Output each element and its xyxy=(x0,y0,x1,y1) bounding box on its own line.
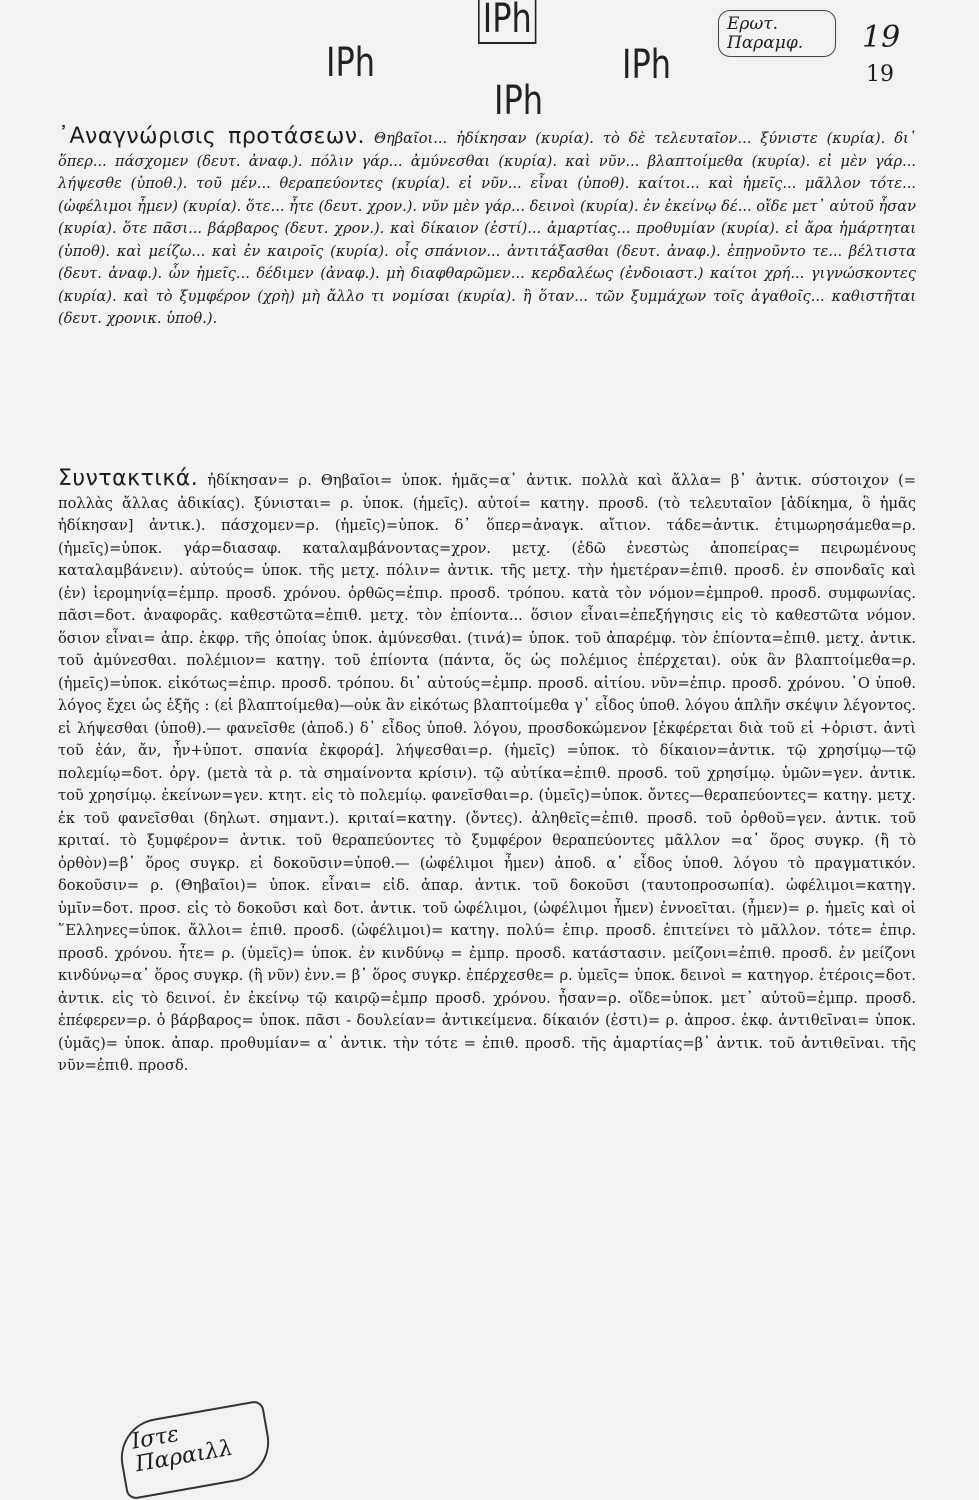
page-number-handwritten: 19 xyxy=(862,20,901,55)
stamp-mark-right: IPh xyxy=(622,42,672,88)
section-heading-recognition: ᾽Αναγνώρισις προτάσεων. xyxy=(58,124,366,149)
page-number: 19 xyxy=(866,62,894,87)
stamp-mark-center: IPh xyxy=(494,78,544,124)
handwritten-note: Ερωτ. Παραμφ. xyxy=(718,10,836,57)
section-heading-syntax: Συντακτικά. xyxy=(58,466,199,491)
section-syntax xyxy=(58,468,916,1078)
recognition-paragraph: Θηβαῖοι... ἠδίκησαν (κυρία). τὸ δὲ τελευταῖον... ξύνιστε (κυρία). δι᾽ ὅπερ... πάσχομεν (δευτ. ἀναφ.). πόλιν γάρ... ἀμύνεσθαι (κυρία). καὶ νῦν... βλαπτοίμεθα (κυρία). εἰ μὲν γάρ... λήψεσθε (ὑποθ.). τοῦ μέν... θεραπεύοντες (κυρία). εἰ νῦν... εἶναι (ὑποθ). καίτοι... καὶ ἡμεῖς... μᾶλλον τότε... (ὠφέλιμοι ἦμεν) (κυρία). ὅτε... ἦτε (δευτ. χρον.). νῦν μὲν γάρ... δεινοὶ (κυρία). ἐν ἐκείνῳ δέ... οἴδε μετ᾽ αὐτοῦ ἦσαν (κυρία). ὅτε πᾶσι... βάρβαρος (δευτ. χρον.). καὶ δίκαιον (ἐστί)... ἁμαρτίας... προθυμίαν (κυρία). εἰ ἄρα ἡμάρτηται (ὑποθ). καὶ μείζω... καὶ ἐν καιροῖς (κυρία). οἷς σπάνιον... ἀντιτάξασθαι (δευτ. ἀναφ.). ἐπῃνοῦντο τε... βέλτιστα (δευτ. ἀναφ.). ὧν ἡμεῖς... δέδιμεν (ἀναφ.). μὴ διαφθαρῶμεν... κερδαλέως (ἐνδοιαστ.) καίτοι χρή... γιγνώσκοντες (κυρία). καὶ τὸ ξυμφέρον (χρὴ) μὴ ἄλλο τι νομίσαι (κυρία). ἢ ὅταν... τῶν ξυμμάχων τοῖς ἀγαθοῖς... καθιστῆται (δευτ. χρονικ. ὑποθ.). xyxy=(58,130,916,327)
syntax-paragraph: ἠδίκησαν= ρ. Θηβαῖοι= ὑποκ. ἡμᾶς=α᾽ ἀντικ. πολλὰ καὶ ἄλλα= β᾽ ἀντικ. σύστοιχον (= πολλὰς ἄλλας ἀδικίας). ξύνισται= ρ. ὑποκ. (ἡμεῖς). αὐτοί= κατηγ. προσδ. (τὸ τελευταῖον [ἀδίκημα, ὃ ἡμᾶς ἠδίκησαν] ἀντικ.). πάσχομεν=ρ. (ἡμεῖς)=ὑποκ. δ᾽ ὅπερ=ἀναγκ. αἴτιον. τάδε=ἀντικ. ἐτιμωρησάμεθα=ρ. (ἡμεῖς)=ὑποκ. γάρ=διασαφ. καταλαμβάνοντας=χρον. μετχ. (ἐδῶ ἐνεστὼς ἀποπείρας= πειρωμένους καταλαμβάνειν). αὐτούς= ὑποκ. τῆς μετχ. πόλιν= ἀντικ. τῆς μετχ. τὴν ἡμετέραν=ἐπιθ. προσδ. ἐν σπονδαῖς καὶ (ἐν) ἱερομηνίᾳ=ἐμπρ. προσδ. χρόνου. ὀρθῶς=ἐπιρ. προσδ. τρόπου. κατὰ τὸν νόμον=ἐμπροθ. προσδ. συμφωνίας. πᾶσι=δοτ. ἀναφορᾶς. καθεστῶτα=ἐπιθ. μετχ. τὸν ἐπίοντα... ὅσιον εἶναι=ἐπεξήγησις εἰς τὸ καθεστῶτα νόμον. ὅσιον εἶναι= ἀπρ. ἐκφρ. τῆς ὁποίας ὑποκ. ἀμύνεσθαι. (τινά)= ὑποκ. τοῦ ἀπαρέμφ. τὸν ἐπίοντα=ἐπιθ. μετχ. ἀντικ. τοῦ ἀμύνεσθαι. πολέμιον= κατηγ. τοῦ ἐπίοντα (πάντα, ὅς ὡς πολέμιος ἐπέρχεται). οὐκ ἂν βλαπτοίμεθα=ρ. (ἡμεῖς)=ὑποκ. εἰκότως=ἐπιρ. προσδ. τρόπου. δι᾽ αὐτούς=ἐμπρ. προσδ. αἰτίου. νῦν=ἐπιρ. προσδ. χρόνου. ᾽Ο ὑποθ. λόγος ἔχει ὡς ἑξῆς : (εἰ βλαπτοίμεθα)—οὐκ ἂν εἰκότως βλαπτοίμεθα γ᾽ εἶδος ὑποθ. λόγου ἁπλῆν σκέψιν λέγοντος. εἰ λήψεσθαι (ὑποθ).— φανεῖσθε (ἀποδ.) δ᾽ εἶδος ὑποθ. λόγου, προσδοκώμενον [ἐκφέρεται διὰ τοῦ εἰ +ὁριστ. ἀντὶ τοῦ ἐάν, ἄν, ἦν+ὑποτ. σπανία ἐκφορά]. λήψεσθαι=ρ. (ἡμεῖς) =ὑποκ. τὸ δίκαιον=ἀντικ. τῷ χρησίμῳ—τῷ πολεμίῳ=δοτ. ὀργ. (μετὰ τὰ ρ. τὰ σημαίνοντα κρίσιν). τῷ αὐτίκα=ἐπιθ. προσδ. τοῦ χρησίμῳ. ὑμῶν=γεν. ἀντικ. τοῦ χρησίμῳ. ἐκείνων=γεν. κτητ. εἰς τὸ πολεμίῳ. φανεῖσθαι=ρ. (ὑμεῖς)=ὑποκ. ὄντες—θεραπεύοντες= κατηγ. μετχ. ἐκ τοῦ φανεῖσθαι (δηλωτ. σημαντ.). κριταί=κατηγ. (ὄντες). ἀληθεῖς=ἐπιθ. προσδ. τοῦ ὀρθοῦ=γεν. ἀντικ. τοῦ κριταί. τὸ ξυμφέρον= ἀντικ. τοῦ θεραπεύοντες τὸ ξυμφέρον θεραπεύοντες μᾶλλον =α᾽ ὅρος συγκρ. (ἢ τὸ ὀρθὸν)=β᾽ ὅρος συγκρ. εἰ δοκοῦσιν=ὑποθ.— (ὠφέλιμοι ἦμεν) ἀποδ. α᾽ εἶδος ὑποθ. λόγου τὸ πραγματικόν. δοκοῦσιν= ρ. (Θηβαῖοι)= ὑποκ. εἶναι= εἰδ. ἀπαρ. ἀντικ. τοῦ δοκοῦσι (ταυτοπροσωπία). ὠφέλιμοι=κατηγ. ὑμῖν=δοτ. προσ. εἰς τὸ δοκοῦσι καὶ δοτ. ἀντικ. τοῦ ὠφέλιμοι, (ὠφέλιμοι ἦμεν) ἐννοεῖται. (ἦμεν)= ρ. ἡμεῖς καὶ οἱ ῞Ελληνες=ὑποκ. ἄλλοι= ἐπιθ. προσδ. (ὠφέλιμοι)= κατηγ. πολύ= ἐπιρ. προσδ. ἐπιτείνει τὸ μᾶλλον. τότε= ἐπιρ. προσδ. χρόνου. ἦτε= ρ. (ὑμεῖς)= ὑποκ. ἐν κινδύνῳ = ἐμπρ. προσδ. κατάστασιν. μείζονι=ἐπιθ. προσδ. ἐν μείζονι κινδύνῳ=α᾽ ὅρος συγκρ. (ἢ νῦν) ἐνν.= β᾽ ὅρος συγκρ. ἐπέρχεσθε= ρ. ὑμεῖς= ὑποκ. δεινοὶ = κατηγορ. ἑτέροις=δοτ. ἀντικ. εἰς τὸ δεινοί. ἐν ἐκείνῳ τῷ καιρῷ=ἐμπρ προσδ. χρόνου. ἦσαν=ρ. οἴδε=ὑποκ. μετ᾽ αὐτοῦ=ἐμπρ. προσδ. ἐπέφερεν=ρ. ὁ βάρβαρος= ὑποκ. πᾶσι - δουλείαν= ἀντικείμενα. δίκαιόν (ἐστι)= ρ. ἀπροσ. ἐκφ. ἀντιθεῖναι= ὑποκ. (ὑμᾶς)= ὑποκ. ἀπαρ. προθυμίαν= α᾽ ἀντικ. τὴν τότε = ἐπιθ. προσδ. τῆς ἁμαρτίας=β᾽ ἀντικ. τοῦ ἀντιθεῖναι. τῆς νῦν=ἐπιθ. προσδ. xyxy=(58,472,916,1074)
stamp-mark-boxed: IPh xyxy=(478,0,537,44)
stamp-mark-left: IPh xyxy=(326,40,376,86)
section-recognition xyxy=(58,126,916,331)
handwritten-bottom-note: Ιστε Παραιλλ xyxy=(115,1400,276,1500)
